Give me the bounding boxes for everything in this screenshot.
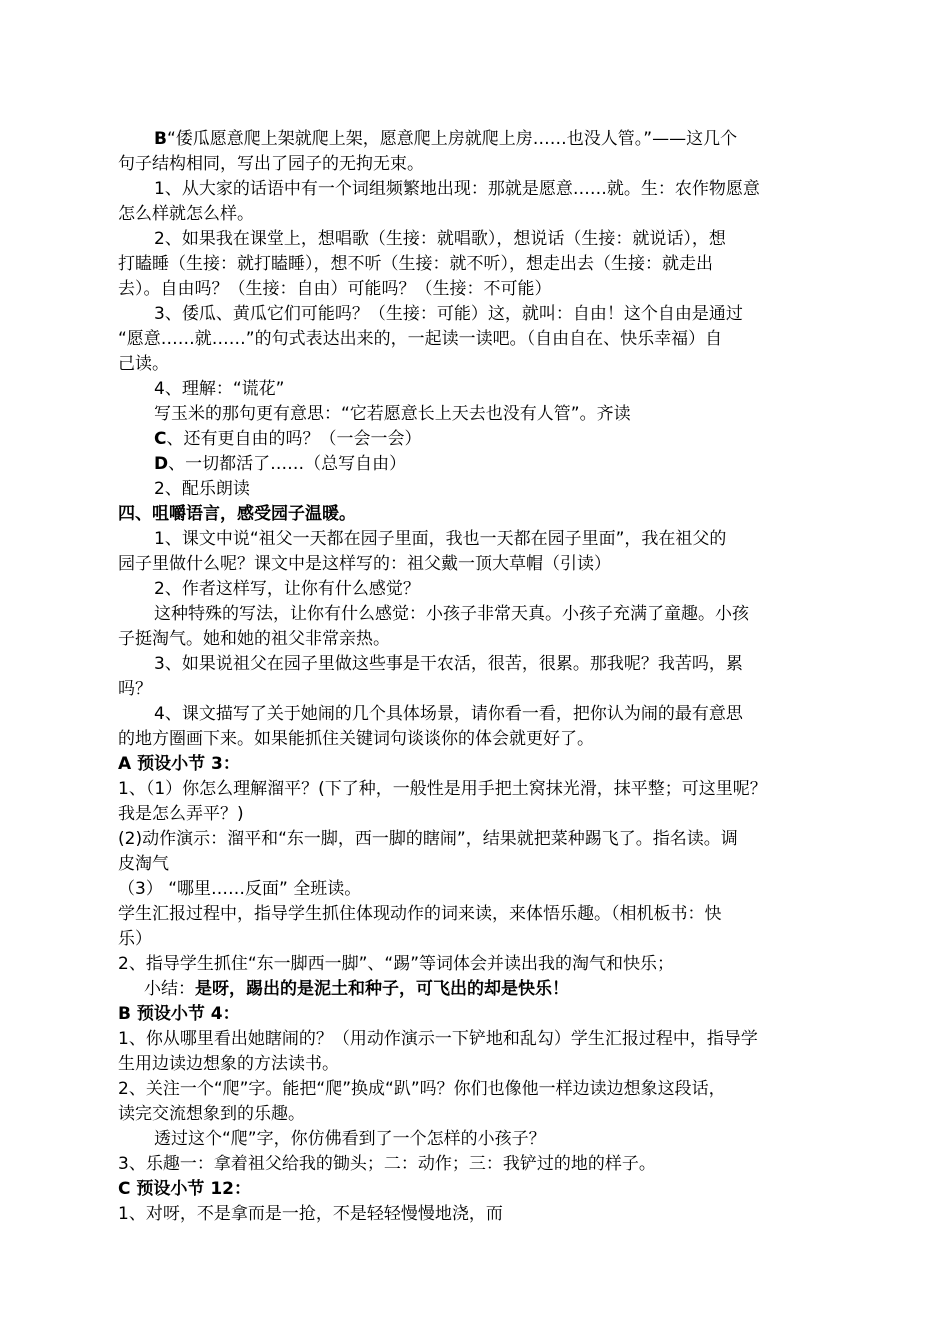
text-line: 1、（1）你怎么理解溜平？(下了种，一般性是用手把土窝抹光滑，抹平整；可这里呢？ bbox=[118, 779, 767, 799]
text-line: 园子里做什么呢？课文中是这样写的：祖父戴一顶大草帽（引读） bbox=[118, 554, 611, 574]
text-line: （3） “哪里……反面” 全班读。 bbox=[118, 879, 362, 899]
text-line: 写玉米的那句更有意思：“它若愿意长上天去也没有人管”。齐读 bbox=[154, 404, 631, 424]
subsection-heading: B 预设小节 4： bbox=[118, 1004, 240, 1024]
summary-label: 小结： bbox=[144, 979, 195, 999]
subsection-heading: C 预设小节 12： bbox=[118, 1179, 251, 1199]
text-line: 的地方圈画下来。如果能抓住关键词句谈谈你的体会就更好了。 bbox=[118, 729, 594, 749]
text-line: 去）。自由吗？（生接：自由）可能吗？（生接：不可能） bbox=[118, 279, 552, 299]
text-line: 2、指导学生抓住“东一脚西一脚”、“踢”等词体会并读出我的淘气和快乐； bbox=[118, 954, 675, 974]
text-line: 透过这个“爬”字，你仿佛看到了一个怎样的小孩子？ bbox=[154, 1129, 546, 1149]
text-line: 句子结构相同，写出了园子的无拘无束。 bbox=[118, 154, 424, 174]
text-line: 3、乐趣一：拿着祖父给我的锄头；二：动作；三：我铲过的地的样子。 bbox=[118, 1154, 656, 1174]
text-line: 皮淘气 bbox=[118, 854, 169, 874]
text-line: 怎么样就怎么样。 bbox=[118, 204, 254, 224]
text-line: B“倭瓜愿意爬上架就爬上架，愿意爬上房就爬上房……也没人管。”——这几个 bbox=[154, 129, 738, 149]
text-line: 1、课文中说“祖父一天都在园子里面，我也一天都在园子里面”，我在祖父的 bbox=[154, 529, 727, 549]
text-line: 1、你从哪里看出她瞎闹的？（用动作演示一下铲地和乱勾）学生汇报过程中，指导学 bbox=[118, 1029, 758, 1049]
label-b: B bbox=[154, 129, 167, 149]
text-line: 学生汇报过程中，指导学生抓住体现动作的词来读，来体悟乐趣。（相机板书：快 bbox=[118, 904, 722, 924]
label-c: C bbox=[154, 429, 167, 449]
text-line: 4、课文描写了关于她闹的几个具体场景，请你看一看，把你认为闹的最有意思 bbox=[154, 704, 743, 724]
text-line: 打瞌睡（生接：就打瞌睡），想不听（生接：就不听），想走出去（生接：就走出 bbox=[118, 254, 713, 274]
text-line: (2)动作演示：溜平和“东一脚，西一脚的瞎闹”，结果就把菜种踢飞了。指名读。调 bbox=[118, 829, 738, 849]
label-d: D bbox=[154, 454, 169, 474]
text-line: 吗？ bbox=[118, 679, 152, 699]
text-line: 2、如果我在课堂上，想唱歌（生接：就唱歌），想说话（生接：就说话），想 bbox=[154, 229, 726, 249]
text-line: 2、配乐朗读 bbox=[154, 479, 250, 499]
text-line: C、还有更自由的吗？（一会一会） bbox=[154, 429, 422, 449]
text-line: 3、倭瓜、黄瓜它们可能吗？（生接：可能）这，就叫：自由！这个自由是通过 bbox=[154, 304, 743, 324]
text-line: 读完交流想象到的乐趣。 bbox=[118, 1104, 305, 1124]
text-line: 己读。 bbox=[118, 354, 169, 374]
text-line: 我是怎么弄平？) bbox=[118, 804, 244, 824]
text-line: 这种特殊的写法，让你有什么感觉：小孩子非常天真。小孩子充满了童趣。小孩 bbox=[154, 604, 749, 624]
text-line: 3、如果说祖父在园子里做这些事是干农活，很苦，很累。那我呢？我苦吗，累 bbox=[154, 654, 743, 674]
text-line: 2、作者这样写，让你有什么感觉？ bbox=[154, 579, 420, 599]
subsection-heading: A 预设小节 3： bbox=[118, 754, 240, 774]
text-line: 1、从大家的话语中有一个词组频繁地出现：那就是愿意……就。生：农作物愿意 bbox=[154, 179, 760, 199]
text-line: 2、关注一个“爬”字。能把“爬”换成“趴”吗？你们也像他一样边读边想象这段话， bbox=[118, 1079, 726, 1099]
summary-line bbox=[144, 977, 569, 1001]
section-heading: 四、咀嚼语言，感受园子温暖。 bbox=[118, 504, 356, 524]
text-line: 生用边读边想象的方法读书。 bbox=[118, 1054, 339, 1074]
text-line: 4、理解：“谎花” bbox=[154, 379, 285, 399]
summary-text: 是呀，踢出的是泥土和种子，可飞出的却是快乐！ bbox=[195, 979, 569, 999]
text-line: D、一切都活了……（总写自由） bbox=[154, 454, 407, 474]
text-line: “愿意……就……”的句式表达出来的，一起读一读吧。（自由自在、快乐幸福）自 bbox=[118, 329, 723, 349]
text-line: 乐） bbox=[118, 929, 152, 949]
text-line: 1、对呀，不是拿而是一抢，不是轻轻慢慢地浇，而 bbox=[118, 1204, 503, 1224]
text-line: 子挺淘气。她和她的祖父非常亲热。 bbox=[118, 629, 390, 649]
